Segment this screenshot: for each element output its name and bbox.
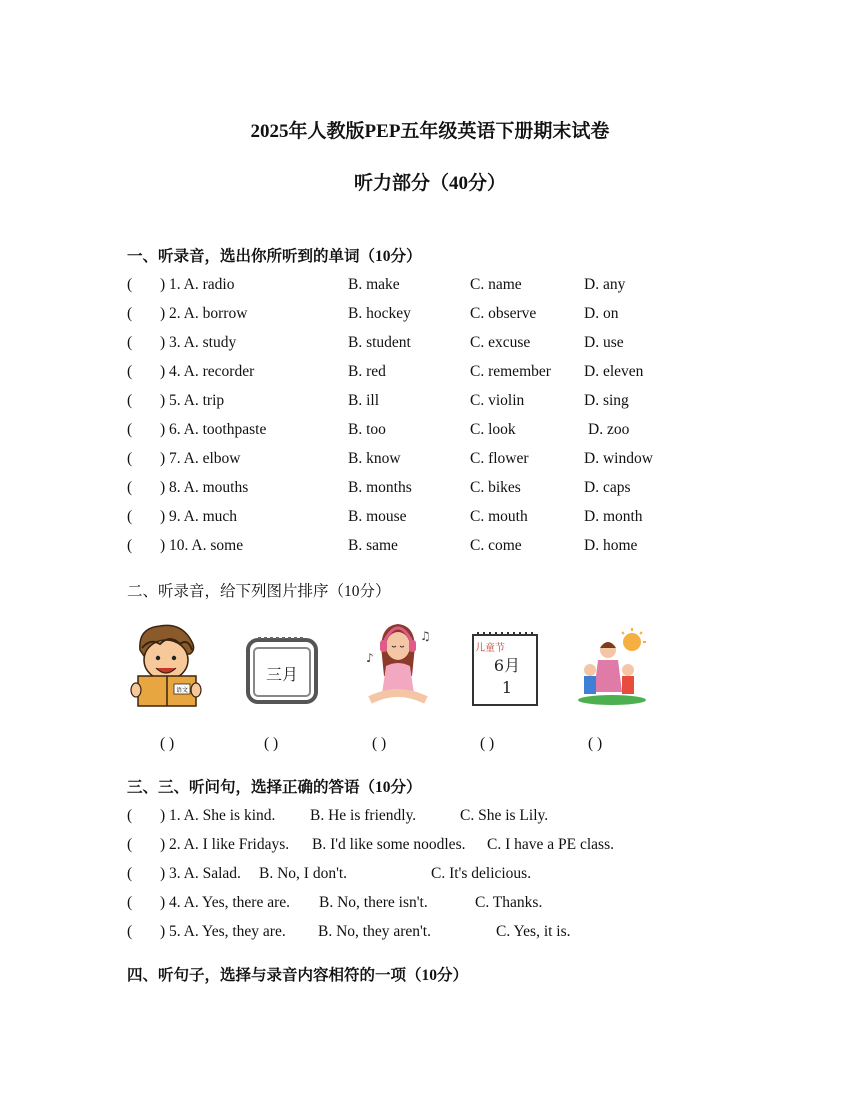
option-a: ) 10. A. some <box>160 537 244 554</box>
option-c: C. mouth <box>470 508 528 525</box>
picture-order-blank[interactable]: ( ) <box>160 735 175 752</box>
option-b: B. No, there isn't. <box>319 894 428 911</box>
calendar-holiday-label: 儿童节 <box>475 643 505 654</box>
option-c: C. Yes, it is. <box>496 923 571 940</box>
picture-order-blank[interactable]: ( ) <box>480 735 495 752</box>
option-c: C. Thanks. <box>475 894 543 911</box>
option-a: ) 6. A. toothpaste <box>160 421 267 438</box>
answer-paren[interactable]: ( <box>127 363 133 380</box>
calendar-month-label: 三月 <box>265 665 299 684</box>
answer-paren[interactable]: ( <box>127 508 133 525</box>
option-b: B. same <box>348 537 398 554</box>
calendar-month-label: 6月 <box>493 656 521 675</box>
answer-paren[interactable]: ( <box>127 421 133 438</box>
option-c: C. come <box>470 537 522 554</box>
option-d: D. zoo <box>588 421 630 438</box>
option-d: D. home <box>584 537 638 554</box>
option-d: D. use <box>584 334 624 351</box>
answer-paren[interactable]: ( <box>127 305 133 322</box>
option-b: B. months <box>348 479 412 496</box>
calendar-march-icon <box>244 630 320 706</box>
option-a: ) 3. A. study <box>160 334 237 351</box>
option-d: D. any <box>584 276 626 293</box>
calendar-june-first-icon <box>469 625 541 709</box>
option-c: C. It's delicious. <box>431 865 532 882</box>
option-b: B. red <box>348 363 386 380</box>
section-4-heading: 四、听句子，选择与录音内容相符的一项（10分） <box>127 967 469 984</box>
answer-paren[interactable]: ( <box>127 923 133 940</box>
option-b: B. know <box>348 450 401 467</box>
section-2-heading: 二、听录音，给下列图片排序（10分） <box>127 583 391 600</box>
option-c: C. name <box>470 276 522 293</box>
option-c: C. observe <box>470 305 537 322</box>
option-c: C. She is Lily. <box>460 807 549 824</box>
music-note-icon: ♫ <box>420 629 431 643</box>
option-c: C. bikes <box>470 479 521 496</box>
music-note-icon: ♪ <box>366 651 374 665</box>
option-a: ) 2. A. borrow <box>160 305 248 322</box>
picture-order-blank[interactable]: ( ) <box>372 735 387 752</box>
option-c: C. remember <box>470 363 551 380</box>
option-a: ) 1. A. She is kind. <box>160 807 276 824</box>
option-d: D. window <box>584 450 653 467</box>
option-d: D. on <box>584 305 619 322</box>
option-c: C. flower <box>470 450 529 467</box>
page-subtitle: 听力部分（40分） <box>353 173 506 194</box>
answer-paren[interactable]: ( <box>127 276 133 293</box>
answer-paren[interactable]: ( <box>127 836 133 853</box>
answer-paren[interactable]: ( <box>127 537 133 554</box>
option-b: B. No, they aren't. <box>318 923 431 940</box>
section-3-heading: 三、三、听问句，选择正确的答语（10分） <box>127 779 422 796</box>
option-a: ) 8. A. mouths <box>160 479 249 496</box>
option-b: B. hockey <box>348 305 411 322</box>
option-b: B. student <box>348 334 411 351</box>
section-1-heading: 一、听录音，选出你所听到的单词（10分） <box>127 248 422 265</box>
option-c: C. I have a PE class. <box>487 836 614 853</box>
option-b: B. I'd like some noodles. <box>312 836 466 853</box>
option-b: B. mouse <box>348 508 407 525</box>
answer-paren[interactable]: ( <box>127 392 133 409</box>
option-a: ) 4. A. Yes, there are. <box>160 894 291 911</box>
option-d: D. month <box>584 508 643 525</box>
option-b: B. ill <box>348 392 380 409</box>
answer-paren[interactable]: ( <box>127 450 133 467</box>
option-a: ) 3. A. Salad. <box>160 865 241 882</box>
mother-children-sun-icon <box>576 626 650 706</box>
picture-order-blank[interactable]: ( ) <box>588 735 603 752</box>
boy-reading-book-icon <box>130 620 202 710</box>
option-c: C. excuse <box>470 334 531 351</box>
option-b: B. No, I don't. <box>259 865 348 882</box>
option-a: ) 4. A. recorder <box>160 363 255 380</box>
answer-paren[interactable]: ( <box>127 894 133 911</box>
option-d: D. caps <box>584 479 631 496</box>
option-d: D. eleven <box>584 363 644 380</box>
picture-order-blank[interactable]: ( ) <box>264 735 279 752</box>
option-a: ) 5. A. trip <box>160 392 225 409</box>
calendar-day-label: 1 <box>501 678 513 697</box>
answer-paren[interactable]: ( <box>127 479 133 496</box>
answer-paren[interactable]: ( <box>127 334 133 351</box>
answer-paren[interactable]: ( <box>127 865 133 882</box>
answer-paren[interactable]: ( <box>127 807 133 824</box>
option-a: ) 9. A. much <box>160 508 238 525</box>
option-b: B. make <box>348 276 400 293</box>
book-label: 语文 <box>175 687 189 694</box>
option-a: ) 7. A. elbow <box>160 450 241 467</box>
option-d: D. sing <box>584 392 629 409</box>
option-a: ) 5. A. Yes, they are. <box>160 923 286 940</box>
girl-headphones-music-icon <box>360 616 436 708</box>
option-a: ) 2. A. I like Fridays. <box>160 836 290 853</box>
option-c: C. look <box>470 421 516 438</box>
page-title: 2025年人教版PEP五年级英语下册期末试卷 <box>250 121 610 142</box>
option-b: B. too <box>348 421 386 438</box>
option-b: B. He is friendly. <box>310 807 417 824</box>
option-c: C. violin <box>470 392 525 409</box>
option-a: ) 1. A. radio <box>160 276 235 293</box>
